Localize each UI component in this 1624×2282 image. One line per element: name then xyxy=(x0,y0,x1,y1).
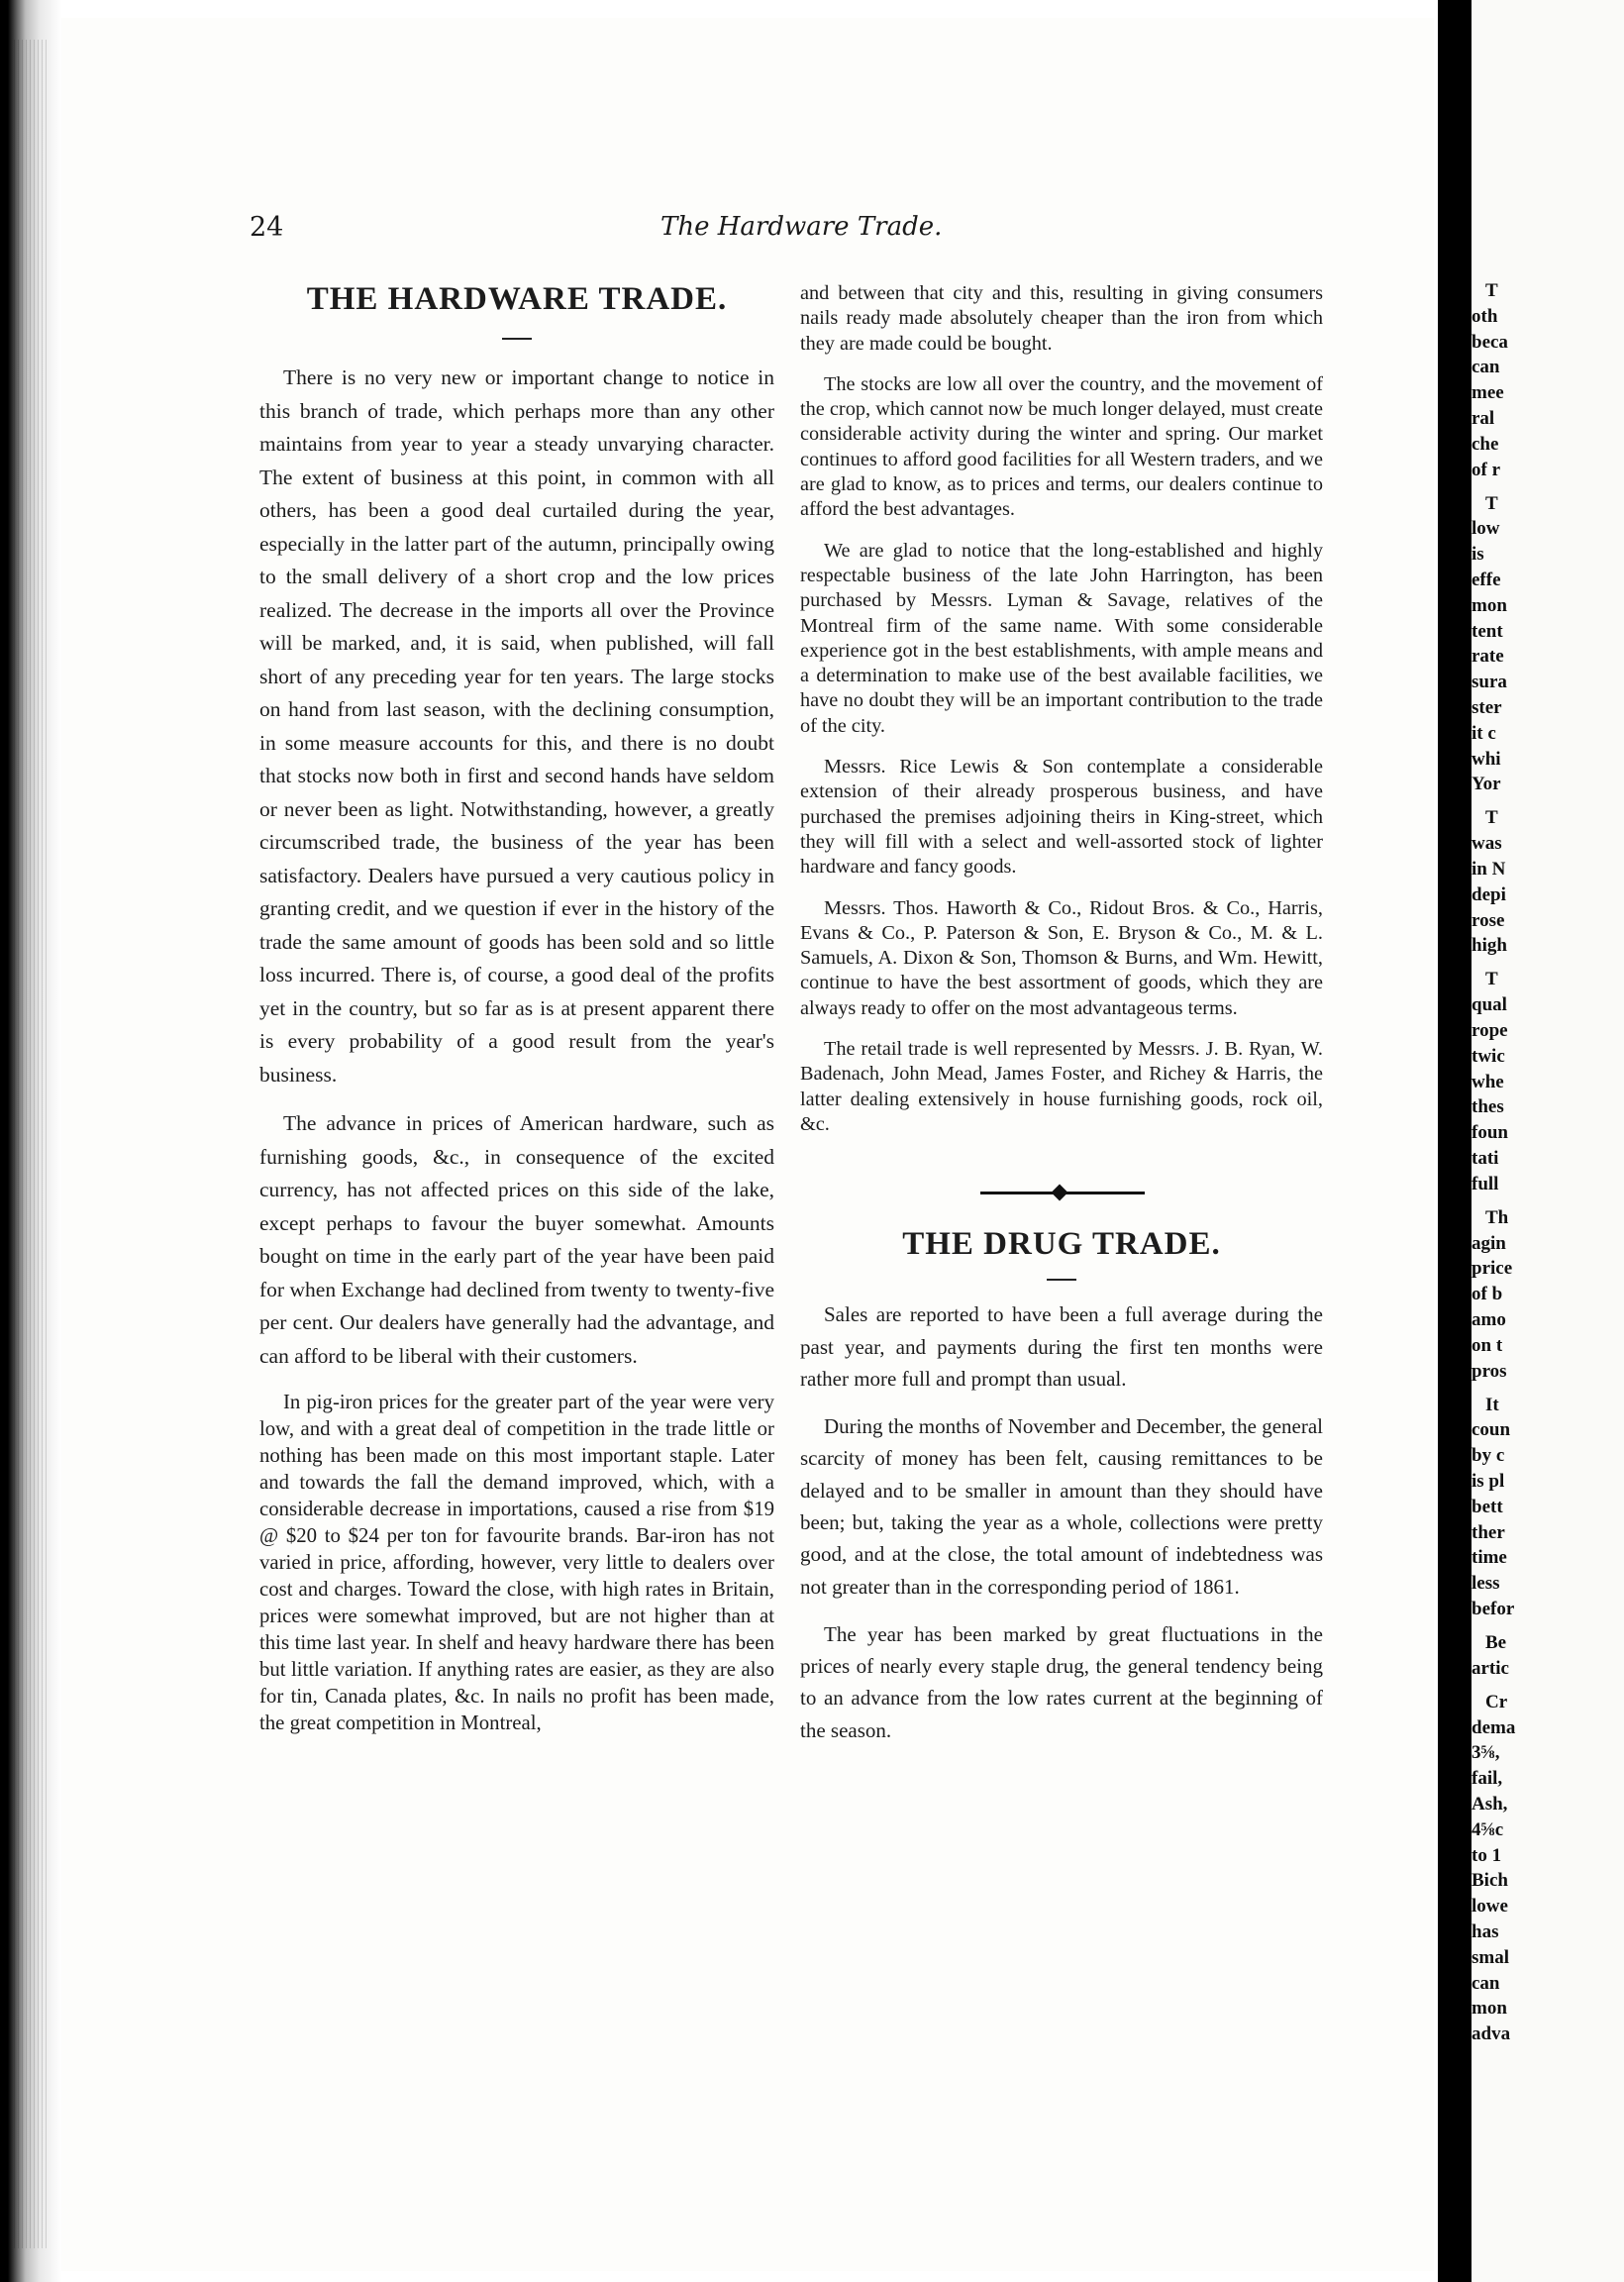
facing-page-text-fragment: rose xyxy=(1472,909,1505,931)
book-gutter xyxy=(1438,0,1472,2282)
facing-page-text-fragment: sura xyxy=(1472,672,1507,693)
facing-page-text-fragment: ral xyxy=(1472,408,1495,429)
section-divider-ornament xyxy=(800,1183,1323,1202)
facing-page-text-fragment: low xyxy=(1472,518,1500,540)
drug-trade-heading: THE DRUG TRADE. xyxy=(902,1226,1221,1263)
facing-page-text-fragment: foun xyxy=(1472,1122,1508,1144)
facing-page-text-fragment: dema xyxy=(1472,1716,1516,1738)
column-left xyxy=(259,281,774,1752)
facing-page-text-fragment: pros xyxy=(1472,1360,1507,1382)
facing-page-text-fragment: Ash, xyxy=(1472,1794,1508,1815)
facing-page-text-fragment: tent xyxy=(1472,620,1503,642)
page-number: 24 xyxy=(250,212,284,243)
column-right xyxy=(800,281,1323,1762)
drug-paragraph-3: The year has been marked by great fluctuations in the prices of nearly every staple drug, the general tendency being to an advance from the low rates current at the beginning of the season. xyxy=(800,1621,1323,1742)
facing-page-text-fragment: twic xyxy=(1472,1045,1505,1067)
heading-rule xyxy=(502,338,532,340)
facing-page-text-fragment: rope xyxy=(1472,1020,1508,1041)
facing-page-text-fragment: Th xyxy=(1485,1206,1509,1228)
facing-page-text-fragment: ther xyxy=(1472,1521,1505,1543)
facing-page-text-fragment: It xyxy=(1485,1394,1499,1415)
hardware-paragraph-6: We are glad to notice that the long-established and highly respectable business of the late John Harrington, has been purchased by Messrs. Lyman & Savage, relatives of the Montreal firm of the same name. With some considerable experience got in the best establishments, with ample means and a determination to make use of the best available facilities, we have no doubt they will be an important contribution to the trade of the city. xyxy=(800,539,1323,737)
hardware-paragraph-3: In pig-iron prices for the greater part of the year were very low, and with a great deal of competition in the trade little or nothing has been made on this most important staple. Later and towards the fall the demand improved, which, with a considerable decrease in importations, caused a rise from $19 @ $20 to $24 per ton for favourite brands. Bar-iron has not varied in price, affording, however, very little to dealers over cost and charges. Toward the close, with high rates in Britain, prices were somewhat improved, but are not higher than at this time last year. In shelf and heavy hardware there has been but little variation. If anything rates are easier, as they are also for tin, Canada plates, &c. In nails no profit has been made, the great competition in Montreal, xyxy=(259,1391,774,1734)
facing-page-text-fragment: 4⅝c xyxy=(1472,1818,1504,1840)
facing-page-text-fragment: amo xyxy=(1472,1309,1506,1330)
page-stack-edges xyxy=(14,40,48,2248)
facing-page-text-fragment: is xyxy=(1472,544,1484,566)
facing-page-text-fragment: can xyxy=(1472,1972,1500,1994)
facing-page-text-fragment: oth xyxy=(1472,305,1498,327)
facing-page-text-fragment: whi xyxy=(1472,748,1501,770)
facing-page-text-fragment: Be xyxy=(1485,1632,1507,1653)
facing-page-text-fragment: mon xyxy=(1472,1998,1507,2020)
facing-page-text-fragment: was xyxy=(1472,833,1502,855)
facing-page-text-fragment: beca xyxy=(1472,331,1508,353)
hardware-paragraph-1: There is no very new or important change to notice in this branch of trade, which perhaps more than any other maintains from year to year a steady unvarying character. The extent of business at this point, in common with all others, has been a good deal curtailed during the year, especially in the latter part of the autumn, principally owing to the small delivery of a short crop and the low prices realized. The decrease in the imports all over the Province will be marked, and, it is said, when published, will fall short of any preceding year for ten years. The large stocks on hand from last season, with the declining consumption, in some measure accounts for this, and there is no doubt that stocks now both in first and second hands have seldom or never been as light. Notwithstanding, however, a greatly circumscribed trade, the business of the year has been satisfactory. Dealers have pursued a very cautious policy in granting credit, and we question if ever in the history of the trade the same amount of goods has been sold and so little loss incurred. There is, of course, a good deal of the profits yet in the country, but so far as is at present apparent there is every probability of a good result from the year's business. xyxy=(259,365,774,1087)
facing-page-text-fragment: agin xyxy=(1472,1232,1506,1254)
facing-page-text-fragment: mon xyxy=(1472,594,1507,616)
facing-page-text-fragment: depi xyxy=(1472,883,1506,905)
facing-page-text-fragment: tati xyxy=(1472,1148,1499,1169)
facing-page-text-fragment: T xyxy=(1485,492,1498,514)
facing-page-text-fragment: in N xyxy=(1472,859,1506,880)
facing-page-text-fragment: artic xyxy=(1472,1657,1509,1679)
facing-page-text-fragment: on t xyxy=(1472,1334,1503,1356)
facing-page-text-fragment: of b xyxy=(1472,1284,1503,1305)
facing-page-text-fragment: adva xyxy=(1472,2023,1511,2045)
hardware-paragraph-9: The retail trade is well represented by Messrs. J. B. Ryan, W. Badenach, John Mead, James Foster, and Richey & Harris, the latter dealing extensively in house furnishing goods, rock oil, &c. xyxy=(800,1038,1323,1135)
hardware-paragraph-8: Messrs. Thos. Haworth & Co., Ridout Bros. & Co., Harris, Evans & Co., P. Paterson & Son, E. Bryson & Co., M. & L. Samuels, A. Dixon & Son, Thomson & Burns, and Wm. Hewitt, continue to have the best assortment of goods, which they are always ready to offer on the most advantageous terms. xyxy=(800,896,1323,1019)
facing-page-text-fragment: high xyxy=(1472,935,1507,957)
facing-page-text-fragment: effe xyxy=(1472,570,1501,590)
facing-page-text-fragment: to 1 xyxy=(1472,1844,1502,1866)
facing-page-text-fragment: can xyxy=(1472,357,1500,378)
facing-page-text-fragment: che xyxy=(1472,433,1499,455)
running-title: The Hardware Trade. xyxy=(660,212,943,242)
facing-page-text-fragment: thes xyxy=(1472,1096,1504,1118)
facing-page-text-fragment: fail, xyxy=(1472,1768,1503,1790)
facing-page-text-fragment: time xyxy=(1472,1547,1507,1569)
facing-page-text-fragment: less xyxy=(1472,1573,1500,1595)
drug-paragraph-1: Sales are reported to have been a full average during the past year, and payments during the first ten months were rather more full and prompt than usual. xyxy=(800,1302,1323,1391)
facing-page-text-fragment: 3⅝, xyxy=(1472,1742,1500,1764)
facing-page-text-fragment: has xyxy=(1472,1921,1499,1942)
facing-page-text-fragment: qual xyxy=(1472,994,1507,1016)
hardware-paragraph-5: The stocks are low all over the country, and the movement of the crop, which cannot now be much longer delayed, must create considerable activity during the winter and spring. Our market continues to afford good facilities for all Western traders, and we are glad to know, as to prices and terms, our dealers continue to afford the best advantages. xyxy=(800,372,1323,521)
facing-page-text-fragment: ster xyxy=(1472,697,1502,718)
heading-rule xyxy=(1047,1279,1076,1281)
hardware-paragraph-2: The advance in prices of American hardware, such as furnishing goods, &c., in consequence of the excited currency, has not affected prices on this side of the lake, except perhaps to favour the buyer somewhat. Amounts bought on time in the early part of the year have been paid for when Exchange had declined from twenty to twenty-five per cent. Our dealers have generally had the advantage, and can afford to be liberal with their customers. xyxy=(259,1111,774,1368)
facing-page-text-fragment: T xyxy=(1485,969,1498,990)
facing-page-text-fragment: Bich xyxy=(1472,1870,1508,1892)
hardware-paragraph-7: Messrs. Rice Lewis & Son contemplate a considerable extension of their already prosperous business, and have purchased the premises adjoining theirs in King-street, which they will fill with a select and well-assorted stock of lighter hardware and fancy goods. xyxy=(800,756,1323,879)
facing-page-text-fragment: mee xyxy=(1472,382,1504,404)
facing-page-fragment xyxy=(1472,0,1624,2282)
facing-page-text-fragment: rate xyxy=(1472,646,1504,668)
running-head xyxy=(250,212,1319,252)
facing-page-text-fragment: coun xyxy=(1472,1419,1511,1441)
facing-page-text-fragment: smal xyxy=(1472,1946,1509,1968)
facing-page-text-fragment: lowe xyxy=(1472,1896,1508,1918)
drug-paragraph-2: During the months of November and December, the general scarcity of money has been felt, causing remittances to be delayed and to be smaller in amount than they should have been; but, taking the year as a whole, collections were pretty good, and at the close, the total amount of indebtedness was not greater than in the corresponding period of 1861. xyxy=(800,1414,1323,1599)
facing-page-text-fragment: by c xyxy=(1472,1445,1505,1467)
hardware-trade-heading: THE HARDWARE TRADE. xyxy=(306,281,728,317)
hardware-paragraph-4: and between that city and this, resulting in giving consumers nails ready made absolutely cheaper than the iron from which they are made could be bought. xyxy=(800,282,1323,355)
facing-page-text-fragment: price xyxy=(1472,1258,1513,1280)
facing-page-text-fragment: bett xyxy=(1472,1496,1503,1517)
facing-page-text-fragment: Cr xyxy=(1485,1691,1508,1712)
facing-page-text-fragment: befor xyxy=(1472,1599,1515,1619)
facing-page-text-fragment: of r xyxy=(1472,459,1501,480)
facing-page-text-fragment: is pl xyxy=(1472,1471,1505,1492)
facing-page-text-fragment: whe xyxy=(1472,1071,1504,1092)
facing-page-text-fragment: Yor xyxy=(1472,774,1501,795)
facing-page-text-fragment: T xyxy=(1485,807,1498,829)
facing-page-text-fragment: full xyxy=(1472,1173,1499,1194)
facing-page-text-fragment: T xyxy=(1485,280,1498,301)
facing-page-text-fragment: it c xyxy=(1472,722,1496,744)
